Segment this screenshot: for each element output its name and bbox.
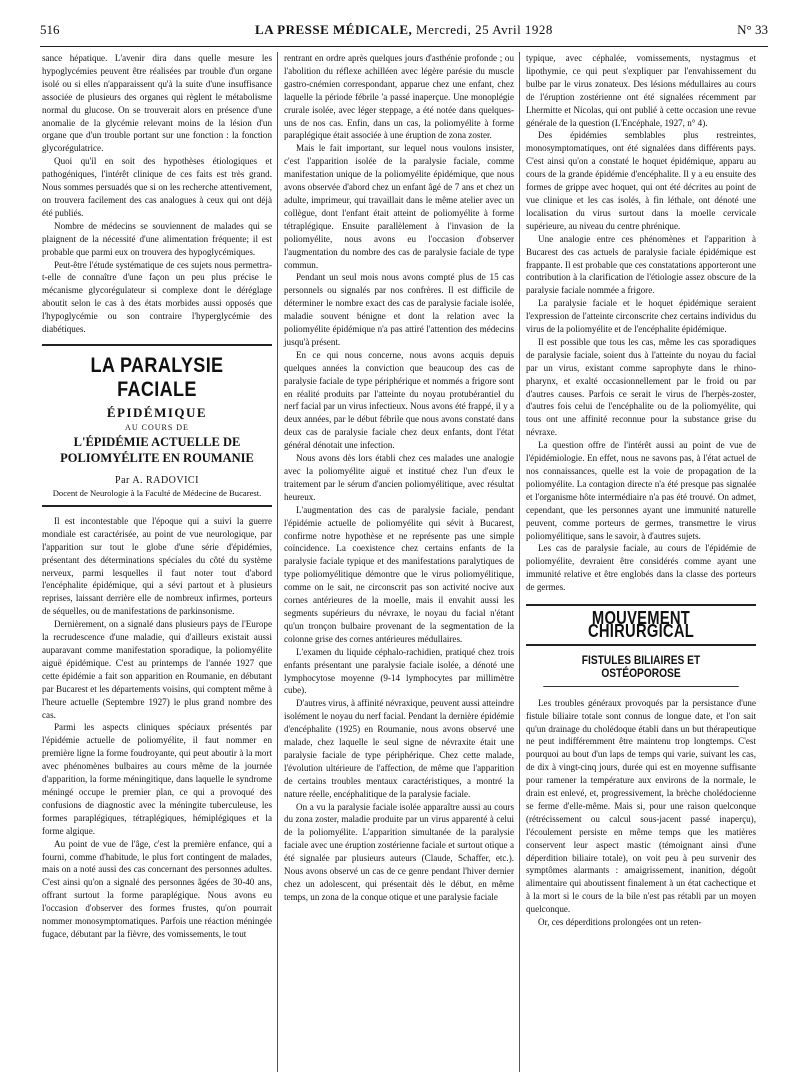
column-1 <box>42 52 272 941</box>
paragraph: Nous avons dès lors établi chez ces malades une analogie avec la poliomyélite aiguë et institué chez l'un d'eux le traitement par le sérum d'ancien poliomyélitique, avec résultat heureux. <box>284 453 514 502</box>
paragraph: typique, avec céphalée, vomissements, nystagmus et lipothymie, ce qui peut s'expliquer par l'envahissement du bulbe par le virus zonateux. Des lésions médullaires au cours de l'éruption zostérienne ont été signalées récemment par Lhermitte et Nicolas, qui ont publié à cette occasion une revue générale de la question (L'Encéphale, 1927, n° 4). <box>526 53 756 128</box>
article-subtitle-2: L'ÉPIDÉMIE ACTUELLE DE POLIOMYÉLITE EN ROUMANIE <box>60 434 254 465</box>
paragraph: Les cas de paralysie faciale, au cours de l'épidémie de poliomyélite, devraient être considérés comme ayant une immunité relative et être englobés dans la classe des porteurs de germes. <box>526 543 756 593</box>
paragraph: L'augmentation des cas de paralysie faciale, pendant l'épidémie actuelle de poliomyélite qui sévit à Bucarest, confirme notre hypothèse et ne représente pas une simple coïncidence. La coexistence chez certains enfants de la paralysie faciale typique et des manifestations paralytiques de type poliomyélitique démontre que le virus poliomyélitique, comme on le sait, ne circonscrit pas son activité nocive aux cornes antérieures de la moelle, mais il envahit aussi les segments supérieurs du névraxe, le noyau du facial n'étant qu'un tronçon bulbaire provenant de la segmentation de la colonne grise des cornes antérieures médullaires. <box>284 504 514 644</box>
column-divider <box>277 52 278 1072</box>
paragraph: En ce qui nous concerne, nous avons acquis depuis quelques années la conviction que beaucoup des cas de paralysie faciale de type périphérique et nommés a frigore sont en réalité produits par l'atteinte du noyau protubérantiel du nerf facial par un virus infectieux. Nous avons été frappé, il y a deux années, par le début fébrile que nous avons constaté dans deux cas de paralysie faciale chez deux enfants, dont l'état général dénotait une infection. <box>284 349 514 451</box>
paragraph: Pendant un seul mois nous avons compté plus de 15 cas personnels ou signalés par nos confrères. Il est difficile de déterminer le nombre exact des cas de paralysie faciale isolée, maladie souvent bénigne et dont la relation avec la poliomyélite épidémique n'a pas attiré l'attention des médecins jusqu'à présent. <box>284 272 514 347</box>
paragraph: Mais le fait important, sur lequel nous voulons insister, c'est l'apparition isolée de la paralysie faciale, comme manifestation unique de la poliomyélite épidémique, que nous avons observée d'abord chez un enfant âgé de 7 ans et chez un adulte, imprimeur, qui travaillait dans le même atelier avec un collègue, dont l'enfant était atteint de poliomyélite à forme tétraplégique. Ensuite parallèlement à l'invasion de la poliomyélite, nous avons eu l'occasion d'observer l'augmentation du nombre des cas de paralysie faciale de type commun. <box>284 143 514 270</box>
paragraph: Nombre de médecins se souviennent de malades qui se plaignent de la nécessité d'une alimentation fréquente; il est probable que parmi eux on trouvera des hypoglycémiques. <box>42 220 272 257</box>
article-heading <box>42 344 272 507</box>
paragraph: Quoi qu'il en soit des hypothèses étiologiques et pathogéniques, l'intérêt clinique de ces faits est très grand. Nous sommes persuadés que si on les recherche attentivement, on trouvera facilement des cas analogues à ceux qui ont déjà été publiés. <box>42 156 272 218</box>
paragraph: Au point de vue de l'âge, c'est la première enfance, qui a fourni, comme d'habitude, le plus fort contingent de malades, mais on a noté aussi des cas concernant des personnes adultes. C'est ainsi qu'on a signalé des personnes âgées de 30-40 ans, offrant surtout la forme paraplégique. Nous avons eu l'occasion d'observer des formes frustes, qu'on pourrait nommer monosymptomatiques. Parfois une réaction méningée fugace, débutant par la fièvre, des vomissements, le tout <box>42 838 272 939</box>
paragraph: Parmi les aspects cliniques spéciaux présentés par l'épidémie actuelle de poliomyélite, il faut nommer en première ligne la forme foudroyante, qui peut aboutir à la mort avec phénomènes bulbaires au cours même de la journée d'apparition, la forme méningitique, dans laquelle le syndrome méningé occupe le premier plan, ce qui a provoqué des confusions de diagnostic avec la méningite tuberculeuse, les formes paraplégiques, tétraplégiques, hémiplégiques et la forme algique. <box>42 722 272 836</box>
article-title: LA PARALYSIE FACIALE <box>90 353 224 401</box>
journal-title <box>40 22 768 38</box>
column-3 <box>526 52 756 929</box>
paragraph: D'autres virus, à affinité névraxique, peuvent aussi atteindre isolément le noyau du nerf facial. Pendant la dernière épidémie d'encéphalite (1925) en Roumanie, nous avons observé une malade, chez laquelle le seul signe de névraxite était une paralysie faciale de type périphérique. Chez cette malade, l'évolution ultérieure de l'affection, de même que l'apparition de certains troubles mentaux caractéristiques, a montré la nature réelle, encéphalitique de la paralysie faciale. <box>284 698 514 799</box>
article-author: Par A. RADOVICI <box>115 474 199 486</box>
section-title: MOUVEMENT CHIRURGICAL <box>587 608 695 641</box>
column-divider <box>519 52 520 1072</box>
paragraph: On a vu la paralysie faciale isolée apparaître aussi au cours du zona zoster, maladie produite par un virus apparenté à celui de la poliomyélite. L'apparition simultanée de la paralysie faciale avec une éruption zostérienne faciale et surtout otique a été signalée par plusieurs auteurs (Claude, Schaffer, etc.). Nous avons observé un cas de ce genre pendant l'hiver dernier chez un adolescent, qui présentait dès le début, en même temps, un zona de la conque otique et une paralysie faciale <box>284 801 514 902</box>
journal-name: LA PRESSE MÉDICALE, <box>255 22 413 37</box>
paragraph: La question offre de l'intérêt aussi au point de vue de l'épidémiologie. En effet, nous ne savons pas, à l'état actuel de nos connaissances, quelle est la voie de propagation de la poliomyélite. La contagion directe n'a été presque pas signalée et l'organisme hôte intermédiaire n'a pas été trouvé. On admet, cependant, que les personnes ayant une immunité naturelle peuvent, comme porteurs de germes, transmettre le virus poliomyélitique, sans le savoir, à d'autres sujets. <box>526 440 756 541</box>
issue-number: N° 33 <box>737 22 768 37</box>
page-number: 516 <box>40 22 60 37</box>
column-2 <box>284 52 514 904</box>
page-header <box>40 22 768 42</box>
paragraph: Les troubles généraux provoqués par la persistance d'une fistule biliaire totale sont connus de longue date, et l'on sait qu'un drainage du cholédoque établi dans un but thérapeutique ne peut indifféremment être maintenu trop longtemps. C'est pourquoi au bout d'un laps de temps qui varie, suivant les cas, de dix à vingt-cinq jours, durée qui est en moyenne suffisante pour ramener la température aux environs de la normale, le drain est enlevé, et, progressivement, la brèche cholédocienne se ferme d'elle-même. Mais si, pour une raison quelconque (rétrécissement ou calcul sous-jacent passé inaperçu), l'écoulement persiste en même temps que les matières conservent leur aspect mastic (témoignant ainsi d'une déperdition biliaire totale), on voit peu à peu survenir des symptômes alarmants : amaigrissement, inanition, dégoût alimentaire qui aboutissent finalement à un état cachectique et à la mort si le cours de la bile n'est pas rétabli par un moyen quelconque. <box>526 697 756 915</box>
paragraph: Dernièrement, on a signalé dans plusieurs pays de l'Europe la recrudescence d'une maladie, qui d'ailleurs existait aussi auparavant comme manifestation sporadique, la poliomyélite aiguë épidémique. C'est au printemps de l'année 1927 que cette épidémie a fait son apparition en Roumanie, en débutant par Bucarest et les départements voisins, qui comptent même à l'heure actuelle (Septembre 1927) le plus grand nombre des cas. <box>42 619 272 720</box>
paragraph: Il est possible que tous les cas, même les cas sporadiques de paralysie faciale, soient dus à l'atteinte du noyau du facial par un virus, existant comme saprophyte dans le rhino-pharynx, et exalté occasionnellement par le froid ou par d'autres causes. Parfois ce serait le virus de l'herpès-zoster, d'autres fois celui de l'encéphalite ou de la poliomyélite, qui tous ont une affinité reconnue pour la substance grise du névraxe. <box>526 336 756 438</box>
article-subtitle: ÉPIDÉMIQUE <box>106 404 208 420</box>
article-small-caps: AU COURS DE <box>125 422 189 432</box>
paragraph: sance hépatique. L'avenir dira dans quelle mesure les hypoglycémies peuvent être réalisées par trouble d'un organe isolé ou si elles n'apparaissent qu'à la suite d'une insuffisance associée de plusieurs des organes qui règlent le métabolisme normal du glucose. On se trouverait alors en présence d'une anomalie de la glycémie relevant moins de la lésion d'un organe que d'un trouble portant sur une fonction : la fonction glycorégulatrice. <box>42 53 272 154</box>
subsection-title: FISTULES BILIAIRES ET OSTÉOPOROSE <box>543 654 739 687</box>
section-heading <box>526 604 756 646</box>
author-affiliation: Docent de Neurologie à la Faculté de Médecine de Bucarest. <box>52 487 262 498</box>
paragraph: L'examen du liquide céphalo-rachidien, pratiqué chez trois enfants présentant une paralysie faciale isolée, a dénoté une lymphocytose moyenne (9-14 lymphocytes par millimètre cube). <box>284 646 514 696</box>
paragraph: Il est incontestable que l'époque qui a suivi la guerre mondiale est caractérisée, au point de vue neurologique, par l'apparition sur tout le globe d'une série d'épidémies, présentant des déterminations spéciales du côté du système nerveux, parmi lesquelles il faut noter tout d'abord l'encéphalite épidémique, qui a sévi partout et à plusieurs reprises, laissant derrière elle de nombreux infirmes, porteurs de séquelles, ou de manifestations de parkinsonisme. <box>42 515 272 617</box>
paragraph: rentrant en ordre après quelques jours d'asthénie profonde ; ou l'abolition du réflexe achilléen avec légère parésie du muscle gastro-cnémien correspondant, apparue chez une enfant, chez laquelle la période fébrile 'a passé inaperçue. Une monoplégie crurale isolée, avec léger steppage, a été notée dans quelques-uns de nos cas. Enfin, dans un cas, la poliomyélite à forme paraplégique était associée à une éruption de zona zoster. <box>284 53 514 141</box>
paragraph: Or, ces déperditions prolongées ont un reten- <box>538 917 702 928</box>
paragraph: Une analogie entre ces phénomènes et l'apparition à Bucarest des cas actuels de paralysie faciale épidémique est frappante. Il est probable que ces constatations apporteront une contribution à la clarification de l'étiologie assez obscure de la paralysie faciale nommée a frigore. <box>526 233 756 296</box>
paragraph: Des épidémies semblables plus restreintes, monosymptomatiques, ont été signalées dans différents pays. C'est ainsi qu'on a constaté le hoquet épidémique, apparu au cours de la grande épidémie d'encéphalite. Il y a eu ensuite des formes de grippe avec hoquet, qui ont été décrites au point de vue clinique et les cas isolés, à fin léthale, ont dénoté une localisation du virus surtout dans la moelle cervicale supérieure, au niveau du centre phrénique. <box>526 130 756 231</box>
paragraph: Peut-être l'étude systématique de ces sujets nous permettra-t-elle de connaître d'une façon un peu plus précise le mécanisme glycorégulateur si complexe dont le déréglage aboutit selon le cas à des états morbides aussi opposés que l'hypoglycémie ou son contraire l'hyperglycémie des diabétiques. <box>42 259 272 335</box>
paragraph: La paralysie faciale et le hoquet épidémique seraient l'expression de l'atteinte circonscrite chez certains individus du virus de la poliomyélite et de l'encéphalite épidémique. <box>526 298 756 335</box>
header-rule <box>40 46 768 47</box>
issue-date: Mercredi, 25 Avril 1928 <box>416 22 553 37</box>
